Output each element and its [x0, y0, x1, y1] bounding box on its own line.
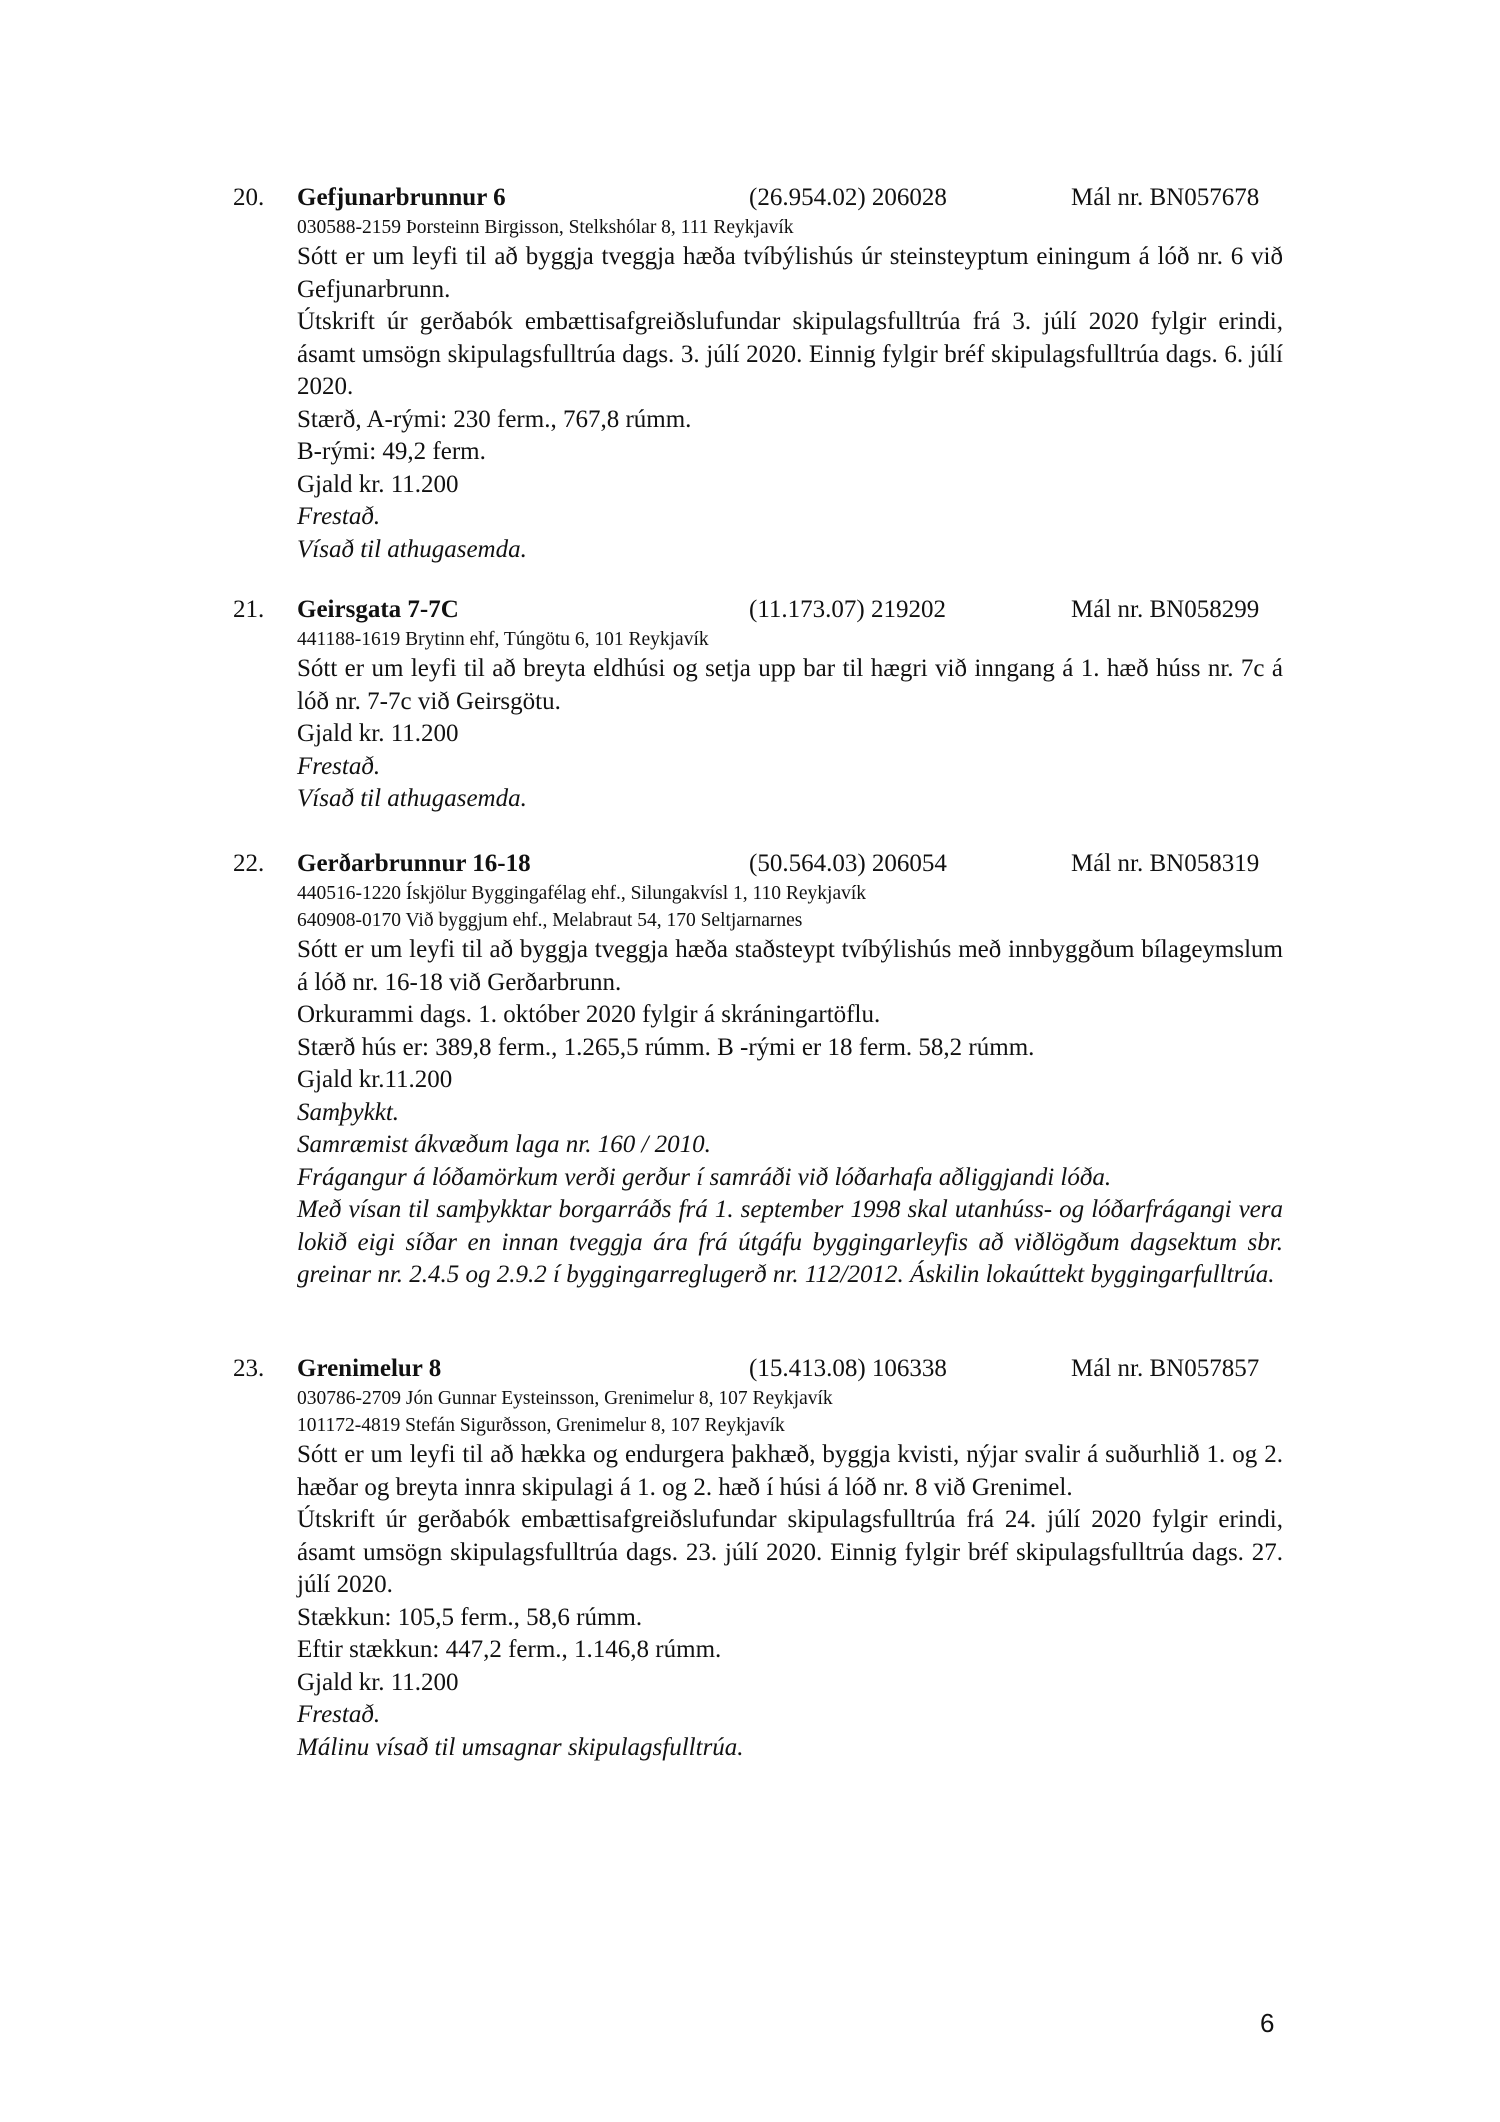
entry-number: 21.	[233, 596, 265, 623]
entry-paragraph: Gjald kr. 11.200	[297, 470, 459, 498]
entry-number: 23.	[233, 1355, 265, 1382]
applicant-line: 640908-0170 Við byggjum ehf., Melabraut 54, 170 Seltjarnarnes	[297, 910, 803, 931]
entry-header	[0, 184, 1500, 218]
applicant-line: 030786-2709 Jón Gunnar Eysteinsson, Grenimelur 8, 107 Reykjavík	[297, 1388, 833, 1409]
entry-decision: Samþykkt.	[297, 1098, 400, 1126]
entry-lot-id: (50.564.03) 206054	[749, 850, 947, 877]
entry-address: Gefjunarbrunnur 6	[297, 184, 506, 211]
entry-body	[297, 1385, 1283, 1764]
entry-paragraph: Sótt er um leyfi til að breyta eldhúsi og setja upp bar til hægri við inngang á 1. hæð húss nr. 7c á lóð nr. 7-7c við Geirsgötu.	[297, 655, 1283, 715]
entry-header	[0, 596, 1500, 630]
applicant-line: 441188-1619 Brytinn ehf, Túngötu 6, 101 Reykjavík	[297, 629, 709, 650]
entry-paragraph: Gjald kr.11.200	[297, 1066, 453, 1093]
entry-case-number: Mál nr. BN057857	[1071, 1355, 1260, 1382]
entry-decision: Frágangur á lóðamörkum verði gerður í samráði við lóðarhafa aðliggjandi lóða.	[297, 1163, 1112, 1191]
entry-paragraph: Stærð, A-rými: 230 ferm., 767,8 rúmm.	[297, 405, 692, 433]
entry-decision: Frestað.	[297, 752, 381, 780]
entry-paragraph: Gjald kr. 11.200	[297, 720, 459, 747]
entry-decision: Málinu vísað til umsagnar skipulagsfulltrúa.	[297, 1733, 744, 1761]
entry-body	[297, 214, 1283, 566]
entry-decision: Samræmist ákvæðum laga nr. 160 / 2010.	[297, 1131, 711, 1158]
entry-decision: Vísað til athugasemda.	[297, 785, 527, 812]
entry-paragraph: Sótt er um leyfi til að byggja tveggja hæða staðsteypt tvíbýlishús með innbyggðum bílageymslum á lóð nr. 16-18 við Gerðarbrunn.	[297, 936, 1283, 996]
entry-decision: Vísað til athugasemda.	[297, 535, 527, 563]
entry-address: Gerðarbrunnur 16-18	[297, 850, 531, 877]
entry-paragraph: B-rými: 49,2 ferm.	[297, 438, 486, 465]
entry-number: 22.	[233, 850, 265, 877]
applicant-line: 030588-2159 Þorsteinn Birgisson, Stelkshólar 8, 111 Reykjavík	[297, 217, 794, 238]
entry-paragraph: Stækkun: 105,5 ferm., 58,6 rúmm.	[297, 1603, 643, 1631]
entry-lot-id: (26.954.02) 206028	[749, 184, 947, 211]
entry-body	[297, 626, 1283, 816]
entry-decision: Frestað.	[297, 503, 381, 530]
page-number: 6	[1260, 2008, 1275, 2038]
entry-case-number: Mál nr. BN058299	[1071, 596, 1260, 623]
entry-address: Grenimelur 8	[297, 1355, 442, 1382]
entry-header	[0, 850, 1500, 884]
entry-case-number: Mál nr. BN057678	[1071, 184, 1260, 211]
entry-lot-id: (15.413.08) 106338	[749, 1355, 947, 1382]
entry-paragraph: Útskrift úr gerðabók embættisafgreiðslufundar skipulagsfulltrúa frá 3. júlí 2020 fylgir erindi, ásamt umsögn skipulagsfulltrúa dags. 3. júlí 2020. Einnig fylgir bréf skipulagsfulltrúa dags. 6. júlí 2020.	[297, 308, 1283, 400]
entry-number: 20.	[233, 184, 265, 211]
entry-paragraph: Útskrift úr gerðabók embættisafgreiðslufundar skipulagsfulltrúa frá 24. júlí 2020 fylgir erindi, ásamt umsögn skipulagsfulltrúa dags. 23. júlí 2020. Einnig fylgir bréf skipulagsfulltrúa dags. 27. júlí 2020.	[297, 1506, 1283, 1598]
entry-paragraph: Gjald kr. 11.200	[297, 1668, 459, 1696]
entry-decision: Frestað.	[297, 1701, 381, 1728]
entry-header	[0, 1355, 1500, 1389]
applicant-line: 440516-1220 Ískjölur Byggingafélag ehf., Silungakvísl 1, 110 Reykjavík	[297, 883, 867, 904]
entry-paragraph: Eftir stækkun: 447,2 ferm., 1.146,8 rúmm.	[297, 1636, 722, 1663]
entry-lot-id: (11.173.07) 219202	[749, 596, 946, 623]
entry-decision: Með vísan til samþykktar borgarráðs frá 1. september 1998 skal utanhúss- og lóðarfrágangi vera lokið eigi síðar en innan tveggja ára frá útgáfu byggingarleyfis að viðlögðum dagsektum sbr. greinar nr. 2.4.5 og 2.9.2 í byggingarreglugerð nr. 112/2012. Áskilin lokaúttekt byggingarfulltrúa.	[297, 1196, 1283, 1288]
applicant-line: 101172-4819 Stefán Sigurðsson, Grenimelur 8, 107 Reykjavík	[297, 1415, 785, 1436]
entry-address: Geirsgata 7-7C	[297, 596, 459, 623]
entry-body	[297, 880, 1283, 1292]
entry-paragraph: Stærð hús er: 389,8 ferm., 1.265,5 rúmm. B -rými er 18 ferm. 58,2 rúmm.	[297, 1033, 1035, 1061]
entry-paragraph: Orkurammi dags. 1. október 2020 fylgir á skráningartöflu.	[297, 1001, 881, 1028]
entry-case-number: Mál nr. BN058319	[1071, 850, 1260, 877]
entry-paragraph: Sótt er um leyfi til að hækka og endurgera þakhæð, byggja kvisti, nýjar svalir á suðurhlið 1. og 2. hæðar og breyta innra skipulagi á 1. og 2. hæð í húsi á lóð nr. 8 við Grenimel.	[297, 1441, 1283, 1501]
entry-paragraph: Sótt er um leyfi til að byggja tveggja hæða tvíbýlishús úr steinsteyptum einingum á lóð nr. 6 við Gefjunarbrunn.	[297, 243, 1283, 303]
